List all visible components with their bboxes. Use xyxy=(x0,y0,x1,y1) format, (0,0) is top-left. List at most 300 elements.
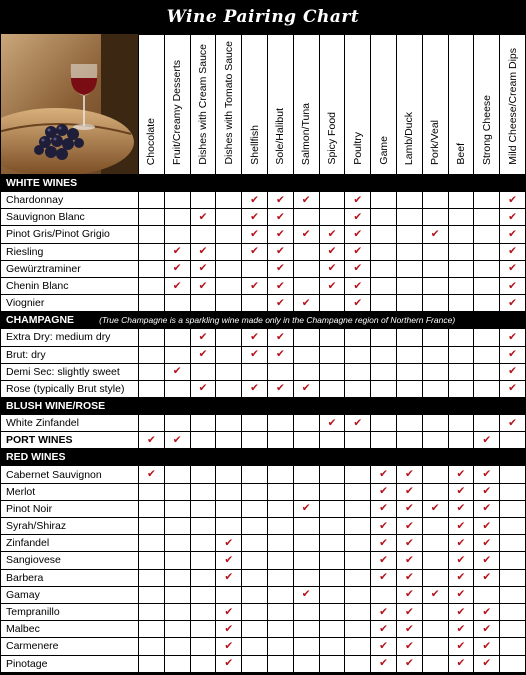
empty-cell xyxy=(448,277,474,294)
empty-cell xyxy=(500,655,526,672)
empty-cell xyxy=(164,346,190,363)
empty-cell xyxy=(164,380,190,397)
check-icon: ✔ xyxy=(396,500,422,517)
check-icon: ✔ xyxy=(448,518,474,535)
check-icon: ✔ xyxy=(396,535,422,552)
empty-cell xyxy=(371,415,397,432)
wine-name: Viognier xyxy=(1,295,139,312)
empty-cell xyxy=(190,415,216,432)
empty-cell xyxy=(164,483,190,500)
empty-cell xyxy=(396,295,422,312)
check-icon: ✔ xyxy=(319,243,345,260)
check-icon: ✔ xyxy=(190,260,216,277)
empty-cell xyxy=(139,295,165,312)
empty-cell xyxy=(216,346,242,363)
empty-cell xyxy=(242,260,268,277)
empty-cell xyxy=(139,329,165,346)
empty-cell xyxy=(190,535,216,552)
empty-cell xyxy=(448,226,474,243)
check-icon: ✔ xyxy=(448,638,474,655)
column-label: Poultry xyxy=(351,132,364,165)
empty-cell xyxy=(242,432,268,449)
empty-cell xyxy=(293,518,319,535)
column-label: Shellfish xyxy=(248,125,261,165)
empty-cell xyxy=(216,380,242,397)
wine-row xyxy=(1,260,526,277)
check-icon: ✔ xyxy=(190,380,216,397)
empty-cell xyxy=(345,363,371,380)
empty-cell xyxy=(319,569,345,586)
empty-cell xyxy=(139,243,165,260)
wine-row xyxy=(1,655,526,672)
empty-cell xyxy=(422,466,448,483)
empty-cell xyxy=(139,586,165,603)
check-icon: ✔ xyxy=(267,380,293,397)
empty-cell xyxy=(319,209,345,226)
check-icon: ✔ xyxy=(345,295,371,312)
wine-name: Demi Sec: slightly sweet xyxy=(1,363,139,380)
wine-name: Barbera xyxy=(1,569,139,586)
empty-cell xyxy=(396,346,422,363)
empty-cell xyxy=(293,329,319,346)
wine-row xyxy=(1,209,526,226)
empty-cell xyxy=(216,277,242,294)
check-icon: ✔ xyxy=(500,243,526,260)
check-icon: ✔ xyxy=(396,603,422,620)
empty-cell xyxy=(319,346,345,363)
empty-cell xyxy=(422,380,448,397)
column-header xyxy=(345,35,371,175)
column-label: Dishes with Cream Sauce xyxy=(196,44,209,165)
empty-cell xyxy=(422,277,448,294)
empty-cell xyxy=(345,638,371,655)
check-icon: ✔ xyxy=(500,346,526,363)
section-header xyxy=(1,449,526,466)
column-label: Pork/Veal xyxy=(429,120,442,165)
column-label: Beef xyxy=(454,143,467,165)
empty-cell xyxy=(371,243,397,260)
check-icon: ✔ xyxy=(474,552,500,569)
check-icon: ✔ xyxy=(448,569,474,586)
empty-cell xyxy=(345,500,371,517)
empty-cell xyxy=(216,243,242,260)
check-icon: ✔ xyxy=(345,226,371,243)
wine-row xyxy=(1,466,526,483)
check-icon: ✔ xyxy=(293,380,319,397)
wine-name: Sauvignon Blanc xyxy=(1,209,139,226)
empty-cell xyxy=(396,209,422,226)
check-icon: ✔ xyxy=(242,346,268,363)
empty-cell xyxy=(216,329,242,346)
wine-name: Carmenere xyxy=(1,638,139,655)
empty-cell xyxy=(371,277,397,294)
empty-cell xyxy=(164,466,190,483)
empty-cell xyxy=(371,586,397,603)
empty-cell xyxy=(474,243,500,260)
empty-cell xyxy=(500,432,526,449)
section-title: RED WINES xyxy=(6,451,66,464)
check-icon: ✔ xyxy=(500,329,526,346)
empty-cell xyxy=(474,363,500,380)
check-icon: ✔ xyxy=(371,621,397,638)
empty-cell xyxy=(319,363,345,380)
check-icon: ✔ xyxy=(474,483,500,500)
column-label: Game xyxy=(377,136,390,165)
empty-cell xyxy=(216,432,242,449)
empty-cell xyxy=(139,535,165,552)
column-header xyxy=(267,35,293,175)
check-icon: ✔ xyxy=(164,243,190,260)
check-icon: ✔ xyxy=(371,569,397,586)
empty-cell xyxy=(293,638,319,655)
empty-cell xyxy=(319,638,345,655)
wine-name: Chenin Blanc xyxy=(1,277,139,294)
empty-cell xyxy=(319,655,345,672)
wine-row xyxy=(1,483,526,500)
check-icon: ✔ xyxy=(448,603,474,620)
empty-cell xyxy=(164,415,190,432)
empty-cell xyxy=(293,363,319,380)
column-label: Mild Cheese/Cream Dips xyxy=(506,48,519,165)
wine-row xyxy=(1,603,526,620)
empty-cell xyxy=(139,346,165,363)
empty-cell xyxy=(139,483,165,500)
column-header xyxy=(500,35,526,175)
empty-cell xyxy=(422,552,448,569)
empty-cell xyxy=(139,209,165,226)
empty-cell xyxy=(190,621,216,638)
section-header xyxy=(1,398,526,415)
empty-cell xyxy=(396,329,422,346)
empty-cell xyxy=(242,518,268,535)
empty-cell xyxy=(500,586,526,603)
check-icon: ✔ xyxy=(190,277,216,294)
empty-cell xyxy=(216,483,242,500)
check-icon: ✔ xyxy=(448,535,474,552)
check-icon: ✔ xyxy=(267,226,293,243)
wine-row xyxy=(1,432,526,449)
empty-cell xyxy=(190,432,216,449)
empty-cell xyxy=(500,500,526,517)
check-icon: ✔ xyxy=(500,295,526,312)
empty-cell xyxy=(422,603,448,620)
empty-cell xyxy=(345,432,371,449)
column-label: Chocolate xyxy=(145,117,158,165)
check-icon: ✔ xyxy=(500,277,526,294)
check-icon: ✔ xyxy=(267,260,293,277)
empty-cell xyxy=(345,346,371,363)
empty-cell xyxy=(500,638,526,655)
empty-cell xyxy=(139,638,165,655)
empty-cell xyxy=(190,552,216,569)
empty-cell xyxy=(242,552,268,569)
check-icon: ✔ xyxy=(242,277,268,294)
column-label: Lamb/Duck xyxy=(403,111,416,165)
check-icon: ✔ xyxy=(190,209,216,226)
check-icon: ✔ xyxy=(396,621,422,638)
empty-cell xyxy=(164,569,190,586)
wine-name: White Zinfandel xyxy=(1,415,139,432)
wine-row xyxy=(1,295,526,312)
check-icon: ✔ xyxy=(371,518,397,535)
empty-cell xyxy=(319,329,345,346)
empty-cell xyxy=(448,295,474,312)
check-icon: ✔ xyxy=(474,655,500,672)
check-icon: ✔ xyxy=(267,346,293,363)
empty-cell xyxy=(345,466,371,483)
wine-name: Pinot Gris/Pinot Grigio xyxy=(1,226,139,243)
empty-cell xyxy=(267,586,293,603)
empty-cell xyxy=(164,621,190,638)
empty-cell xyxy=(293,277,319,294)
empty-cell xyxy=(190,603,216,620)
check-icon: ✔ xyxy=(448,586,474,603)
check-icon: ✔ xyxy=(396,483,422,500)
empty-cell xyxy=(319,621,345,638)
empty-cell xyxy=(448,192,474,209)
wine-row xyxy=(1,621,526,638)
empty-cell xyxy=(293,432,319,449)
check-icon: ✔ xyxy=(500,380,526,397)
wine-name: Pinotage xyxy=(1,655,139,672)
empty-cell xyxy=(190,518,216,535)
empty-cell xyxy=(319,552,345,569)
empty-cell xyxy=(500,621,526,638)
empty-cell xyxy=(267,621,293,638)
empty-cell xyxy=(164,295,190,312)
check-icon: ✔ xyxy=(500,209,526,226)
empty-cell xyxy=(242,586,268,603)
pairing-table xyxy=(0,34,526,673)
check-icon: ✔ xyxy=(293,500,319,517)
check-icon: ✔ xyxy=(500,192,526,209)
check-icon: ✔ xyxy=(474,621,500,638)
empty-cell xyxy=(396,277,422,294)
check-icon: ✔ xyxy=(448,500,474,517)
empty-cell xyxy=(139,226,165,243)
check-icon: ✔ xyxy=(371,638,397,655)
empty-cell xyxy=(242,500,268,517)
empty-cell xyxy=(242,363,268,380)
empty-cell xyxy=(216,260,242,277)
wine-name: Gewürztraminer xyxy=(1,260,139,277)
photo-cell xyxy=(1,35,139,175)
check-icon: ✔ xyxy=(422,500,448,517)
check-icon: ✔ xyxy=(267,243,293,260)
check-icon: ✔ xyxy=(396,586,422,603)
check-icon: ✔ xyxy=(371,500,397,517)
empty-cell xyxy=(216,363,242,380)
empty-cell xyxy=(216,226,242,243)
empty-cell xyxy=(474,192,500,209)
empty-cell xyxy=(474,295,500,312)
empty-cell xyxy=(293,260,319,277)
section-title: BLUSH WINE/ROSE xyxy=(6,400,106,413)
wine-row xyxy=(1,192,526,209)
column-header xyxy=(319,35,345,175)
check-icon: ✔ xyxy=(293,295,319,312)
wine-row xyxy=(1,518,526,535)
empty-cell xyxy=(293,569,319,586)
check-icon: ✔ xyxy=(190,329,216,346)
empty-cell xyxy=(139,277,165,294)
column-label: Fruit/Creamy Desserts xyxy=(171,59,184,165)
empty-cell xyxy=(267,603,293,620)
wine-name: PORT WINES xyxy=(1,432,139,449)
empty-cell xyxy=(293,621,319,638)
empty-cell xyxy=(242,569,268,586)
check-icon: ✔ xyxy=(164,260,190,277)
empty-cell xyxy=(216,586,242,603)
check-icon: ✔ xyxy=(242,209,268,226)
empty-cell xyxy=(396,432,422,449)
wine-row xyxy=(1,226,526,243)
check-icon: ✔ xyxy=(345,260,371,277)
wine-name: Pinot Noir xyxy=(1,500,139,517)
check-icon: ✔ xyxy=(164,363,190,380)
column-header xyxy=(396,35,422,175)
empty-cell xyxy=(216,500,242,517)
wine-name: Brut: dry xyxy=(1,346,139,363)
empty-cell xyxy=(190,655,216,672)
wine-name: Tempranillo xyxy=(1,603,139,620)
empty-cell xyxy=(319,483,345,500)
section-header xyxy=(1,312,526,329)
check-icon: ✔ xyxy=(396,655,422,672)
empty-cell xyxy=(139,518,165,535)
empty-cell xyxy=(139,569,165,586)
wine-row xyxy=(1,415,526,432)
section-title: CHAMPAGNE xyxy=(6,314,75,327)
wine-row xyxy=(1,329,526,346)
empty-cell xyxy=(293,209,319,226)
empty-cell xyxy=(190,586,216,603)
empty-cell xyxy=(190,363,216,380)
check-icon: ✔ xyxy=(500,226,526,243)
empty-cell xyxy=(474,260,500,277)
empty-cell xyxy=(319,380,345,397)
empty-cell xyxy=(267,500,293,517)
empty-cell xyxy=(396,192,422,209)
empty-cell xyxy=(164,655,190,672)
empty-cell xyxy=(267,483,293,500)
empty-cell xyxy=(448,380,474,397)
empty-cell xyxy=(164,518,190,535)
empty-cell xyxy=(242,483,268,500)
empty-cell xyxy=(448,243,474,260)
empty-cell xyxy=(216,466,242,483)
wine-name: Rose (typically Brut style) xyxy=(1,380,139,397)
empty-cell xyxy=(371,432,397,449)
check-icon: ✔ xyxy=(500,363,526,380)
check-icon: ✔ xyxy=(242,243,268,260)
empty-cell xyxy=(190,638,216,655)
empty-cell xyxy=(422,483,448,500)
wine-row xyxy=(1,586,526,603)
empty-cell xyxy=(396,260,422,277)
empty-cell xyxy=(371,346,397,363)
empty-cell xyxy=(371,380,397,397)
empty-cell xyxy=(139,192,165,209)
empty-cell xyxy=(190,500,216,517)
wine-name: Gamay xyxy=(1,586,139,603)
empty-cell xyxy=(448,329,474,346)
empty-cell xyxy=(139,260,165,277)
empty-cell xyxy=(371,295,397,312)
check-icon: ✔ xyxy=(371,603,397,620)
empty-cell xyxy=(164,603,190,620)
section-header xyxy=(1,175,526,192)
empty-cell xyxy=(448,415,474,432)
check-icon: ✔ xyxy=(293,586,319,603)
check-icon: ✔ xyxy=(396,638,422,655)
empty-cell xyxy=(345,586,371,603)
wine-row xyxy=(1,346,526,363)
wine-name: Merlot xyxy=(1,483,139,500)
check-icon: ✔ xyxy=(422,226,448,243)
empty-cell xyxy=(422,655,448,672)
empty-cell xyxy=(500,518,526,535)
empty-cell xyxy=(422,260,448,277)
empty-cell xyxy=(242,603,268,620)
check-icon: ✔ xyxy=(448,655,474,672)
empty-cell xyxy=(242,655,268,672)
column-header xyxy=(371,35,397,175)
empty-cell xyxy=(242,295,268,312)
check-icon: ✔ xyxy=(345,192,371,209)
empty-cell xyxy=(216,295,242,312)
empty-cell xyxy=(242,621,268,638)
check-icon: ✔ xyxy=(293,192,319,209)
empty-cell xyxy=(293,603,319,620)
column-label: Sole/Halibut xyxy=(274,108,287,165)
wine-name: Sangiovese xyxy=(1,552,139,569)
section-note: (True Champagne is a sparkling wine made only in the Champagne region of Northern France) xyxy=(99,315,456,326)
empty-cell xyxy=(448,209,474,226)
empty-cell xyxy=(422,569,448,586)
empty-cell xyxy=(422,346,448,363)
empty-cell xyxy=(164,209,190,226)
empty-cell xyxy=(267,432,293,449)
wine-row xyxy=(1,569,526,586)
check-icon: ✔ xyxy=(216,603,242,620)
check-icon: ✔ xyxy=(448,466,474,483)
check-icon: ✔ xyxy=(267,277,293,294)
check-icon: ✔ xyxy=(319,226,345,243)
empty-cell xyxy=(371,363,397,380)
check-icon: ✔ xyxy=(345,243,371,260)
empty-cell xyxy=(422,621,448,638)
check-icon: ✔ xyxy=(474,569,500,586)
empty-cell xyxy=(422,638,448,655)
empty-cell xyxy=(164,638,190,655)
empty-cell xyxy=(371,209,397,226)
empty-cell xyxy=(500,535,526,552)
wine-name: Malbec xyxy=(1,621,139,638)
empty-cell xyxy=(319,466,345,483)
check-icon: ✔ xyxy=(216,569,242,586)
column-label: Strong Cheese xyxy=(480,94,493,165)
column-header xyxy=(164,35,190,175)
empty-cell xyxy=(345,569,371,586)
empty-cell xyxy=(190,483,216,500)
check-icon: ✔ xyxy=(422,586,448,603)
empty-cell xyxy=(190,569,216,586)
empty-cell xyxy=(293,466,319,483)
check-icon: ✔ xyxy=(242,380,268,397)
check-icon: ✔ xyxy=(267,209,293,226)
empty-cell xyxy=(396,415,422,432)
